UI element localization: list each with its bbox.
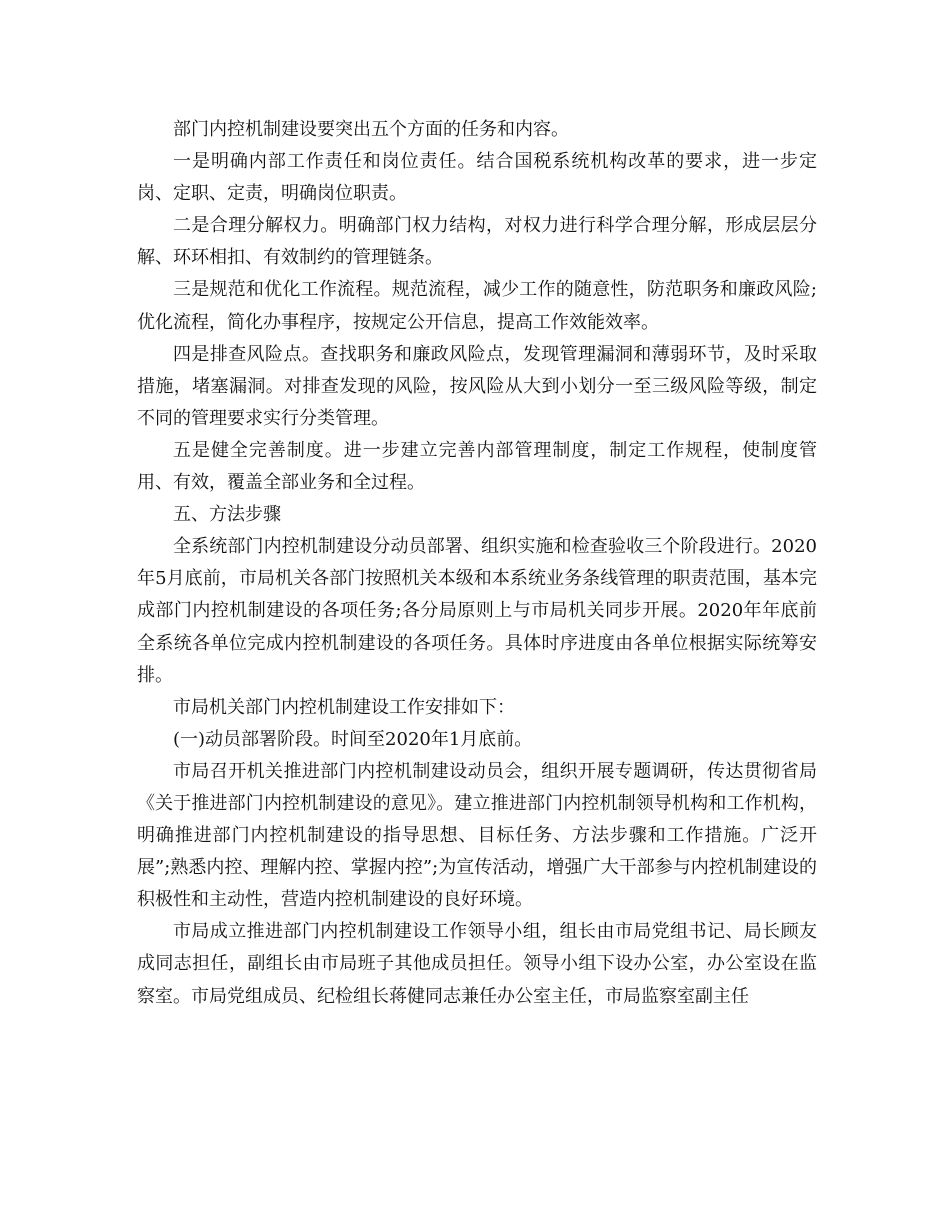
paragraph: 市局召开机关推进部门内控机制建设动员会，组织开展专题调研，传达贯彻省局《关于推进部门内控机制建设的意见》。建立推进部门内控机制领导机构和工作机构，明确推进部门内控机制建设的指导思想、目标任务、方法步骤和工作措施。广泛开展”;熟悉内控、理解内控、掌握内控”;为宣传活动，增强广大干部参与内控机制建设的积极性和主动性，营造内控机制建设的良好环境。 — [137, 760, 817, 911]
paragraph: 全系统部门内控机制建设分动员部署、组织实施和检查验收三个阶段进行。2020年5月底前，市局机关各部门按照机关本级和本系统业务条线管理的职责范围，基本完成部门内控机制建设的各项任务;各分局原则上与市局机关同步开展。2020年年底前全系统各单位完成内控机制建设的各项任务。具体时序进度由各单位根据实际统筹安排。 — [137, 536, 817, 686]
paragraph: 二是合理分解权力。明确部门权力结构，对权力进行科学合理分解，形成层层分解、环环相扣、有效制约的管理链条。 — [137, 215, 817, 269]
paragraph: 五是健全完善制度。进一步建立完善内部管理制度，制定工作规程，使制度管用、有效，覆盖全部业务和全过程。 — [137, 439, 817, 494]
paragraph: 市局机关部门内控机制建设工作安排如下： — [173, 696, 515, 718]
paragraph: 部门内控机制建设要突出五个方面的任务和内容。 — [173, 119, 569, 140]
paragraph: 市局成立推进部门内控机制建设工作领导小组，组长由市局党组书记、局长顾友成同志担任，副组长由市局班子其他成员担任。领导小组下设办公室，办公室设在监察室。市局党组成员、纪检组长蒋健同志兼任办公室主任，市局监察室副主任 — [137, 921, 817, 1007]
paragraph: 一是明确内部工作责任和岗位责任。结合国税系统机构改革的要求，进一步定岗、定职、定责，明确岗位职责。 — [137, 151, 817, 205]
subsection-heading: (一)动员部署阶段。时间至2020年1月底前。 — [173, 728, 533, 750]
paragraph: 三是规范和优化工作流程。规范流程，减少工作的随意性，防范职务和廉政风险;优化流程，简化办事程序，按规定公开信息，提高工作效能效率。 — [137, 279, 817, 333]
document-body — [137, 114, 817, 1013]
paragraph: 四是排查风险点。查找职务和廉政风险点，发现管理漏洞和薄弱环节，及时采取措施，堵塞漏洞。对排查发现的风险，按风险从大到小划分一至三级风险等级，制定不同的管理要求实行分类管理。 — [137, 343, 817, 429]
section-heading: 五、方法步骤 — [173, 504, 281, 526]
